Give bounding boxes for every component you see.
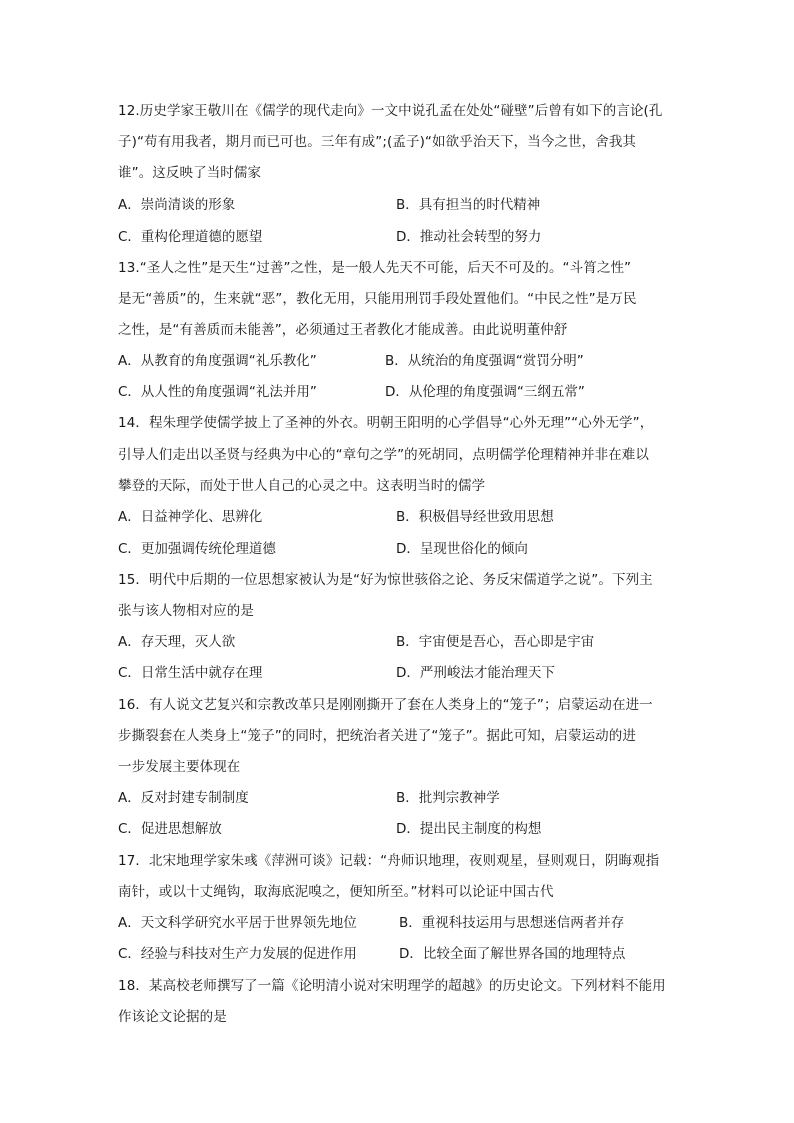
question-16-stem-line-2: 步撕裂套在人类身上“笼子”的同时，把统治者关进了“笼子”。据此可知，启蒙运动的进 [118, 728, 636, 744]
question-14-option-d[interactable]: D．呈现世俗化的倾向 [396, 541, 528, 557]
question-12-option-d[interactable]: D．推动社会转型的努力 [396, 229, 542, 245]
question-12-stem-line-1: 12.历史学家王敬川在《儒学的现代走向》一文中说孔孟在处处“碰壁”后曾有如下的言论(孔 [118, 103, 663, 119]
question-13-option-a[interactable]: A．从教育的角度强调“礼乐教化” [118, 353, 317, 369]
question-16-option-c[interactable]: C．促进思想解放 [118, 821, 222, 837]
question-17-option-c[interactable]: C．经验与科技对生产力发展的促进作用 [118, 946, 357, 962]
question-12-option-c[interactable]: C．重构伦理道德的愿望 [118, 229, 263, 245]
question-15-stem-line-2: 张与该人物相对应的是 [118, 603, 254, 619]
question-13-stem-line-3: 之性，是“有善质而未能善”，必须通过王者教化才能成善。由此说明董仲舒 [118, 322, 568, 338]
question-16-option-b[interactable]: B．批判宗教神学 [396, 790, 500, 806]
question-12-option-b[interactable]: B．具有担当的时代精神 [396, 197, 541, 213]
question-13-option-b[interactable]: B．从统治的角度强调“赏罚分明” [385, 353, 584, 369]
question-15-stem-line-1: 15．明代中后期的一位思想家被认为是“好为惊世骇俗之论、务反宋儒道学之说”。下列主 [118, 572, 653, 588]
question-13-stem-line-1: 13.“圣人之性”是天生“过善”之性，是一般人先天不可能，后天不可及的。“斗筲之性” [118, 260, 632, 276]
question-16-stem-line-1: 16．有人说文艺复兴和宗教改革只是刚刚撕开了套在人类身上的“笼子”；启蒙运动在进一 [118, 697, 653, 713]
question-14-option-a[interactable]: A．日益神学化、思辨化 [118, 509, 263, 525]
question-14-option-c[interactable]: C．更加强调传统伦理道德 [118, 541, 276, 557]
question-15-option-d[interactable]: D．严刑峻法才能治理天下 [396, 665, 555, 681]
question-13-option-c[interactable]: C．从人性的角度强调“礼法并用” [118, 384, 317, 400]
question-13-option-d[interactable]: D．从伦理的角度强调“三纲五常” [385, 384, 585, 400]
question-18-stem-line-1: 18．某高校老师撰写了一篇《论明清小说对宋明理学的超越》的历史论文。下列材料不能用 [118, 978, 666, 994]
question-17-stem-line-1: 17．北宋地理学家朱彧《萍洲可谈》记载：“舟师识地理，夜则观星，昼则观日，阴晦观指 [118, 853, 660, 869]
question-15-option-a[interactable]: A．存天理，灭人欲 [118, 634, 236, 650]
question-17-stem-line-2: 南针，或以十丈绳钩，取海底泥嗅之，便知所至。”材料可以论证中国古代 [118, 884, 554, 900]
question-18-stem-line-2: 作该论文论据的是 [118, 1009, 227, 1025]
question-15-option-b[interactable]: B．宇宙便是吾心，吾心即是宇宙 [396, 634, 595, 650]
question-17-option-d[interactable]: D．比较全面了解世界各国的地理特点 [399, 946, 626, 962]
question-17-option-b[interactable]: B．重视科技运用与思想迷信两者并存 [399, 915, 625, 931]
question-17-option-a[interactable]: A．天文科学研究水平居于世界领先地位 [118, 915, 357, 931]
question-16-option-a[interactable]: A．反对封建专制制度 [118, 790, 249, 806]
question-13-stem-line-2: 是无“善质”的，生来就“恶”，教化无用，只能用刑罚手段处置他们。“中民之性”是万民 [118, 291, 637, 307]
question-15-option-c[interactable]: C．日常生活中就存在理 [118, 665, 263, 681]
question-16-stem-line-3: 一步发展主要体现在 [118, 759, 241, 775]
question-14-option-b[interactable]: B．积极倡导经世致用思想 [396, 509, 554, 525]
question-12-stem-line-3: 谁”。这反映了当时儒家 [118, 165, 262, 181]
question-14-stem-line-3: 攀登的天际，而处于世人自己的心灵之中。这表明当时的儒学 [118, 478, 486, 494]
question-14-stem-line-1: 14．程朱理学使儒学披上了圣神的外衣。明朝王阳明的心学倡导“心外无理”“心外无学”， [118, 415, 654, 431]
question-12-stem-line-2: 子)“苟有用我者，期月而已可也。三年有成”;(孟子)“如欲乎治天下，当今之世，舍我其 [118, 134, 637, 150]
question-12-option-a[interactable]: A．崇尚清谈的形象 [118, 197, 236, 213]
question-14-stem-line-2: 引导人们走出以圣贤与经典为中心的“章句之学”的死胡同，点明儒学伦理精神并非在难以 [118, 447, 649, 463]
question-16-option-d[interactable]: D．提出民主制度的构想 [396, 821, 542, 837]
